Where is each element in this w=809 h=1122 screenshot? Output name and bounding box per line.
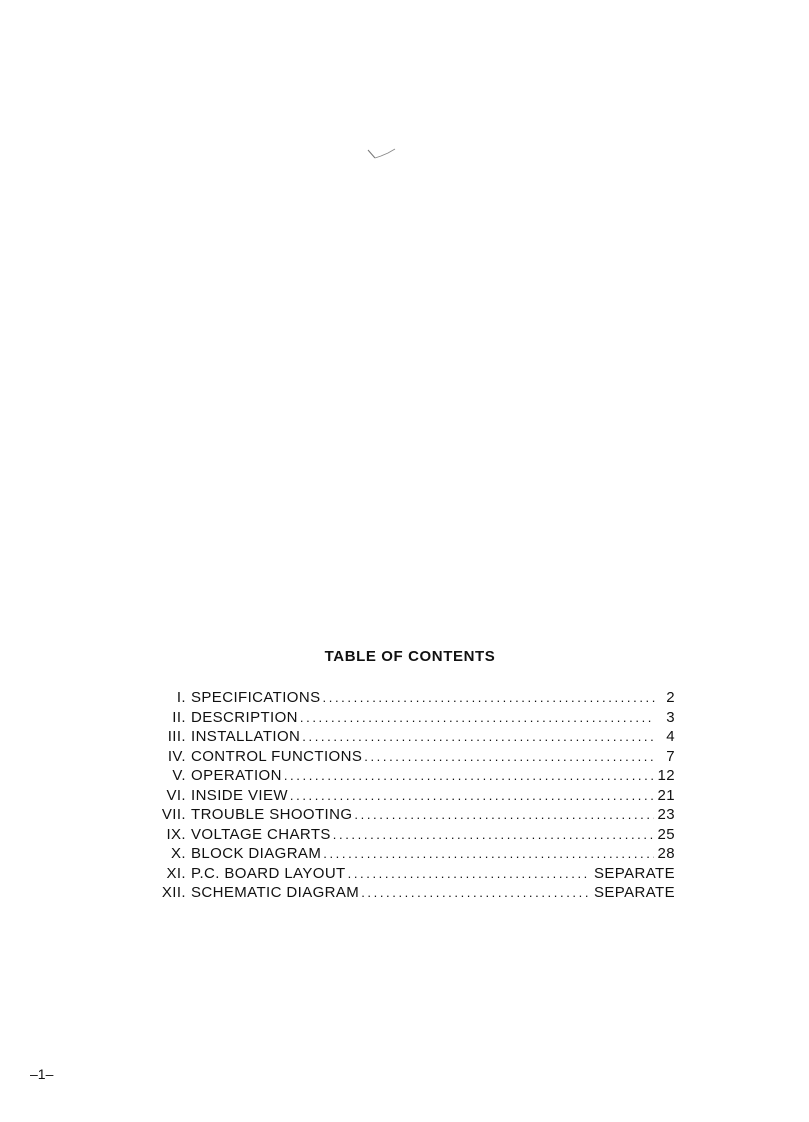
toc-entry-page: SEPARATE	[594, 884, 675, 901]
toc-row	[143, 787, 675, 807]
toc-list	[143, 689, 675, 904]
toc-entry-label: OPERATION	[191, 767, 282, 784]
toc-entry-page: 4	[666, 728, 675, 745]
toc-entry-number: VII.	[161, 806, 186, 823]
toc-entry-number: IV.	[167, 747, 186, 765]
toc-entry-page: SEPARATE	[594, 864, 675, 882]
toc-entry-label: TROUBLE SHOOTING	[191, 806, 353, 823]
page-number: –1–	[30, 1066, 54, 1082]
toc-row	[143, 689, 675, 709]
toc-row	[143, 709, 675, 729]
toc-entry-label: INSIDE VIEW	[191, 786, 288, 804]
toc-entry-label: SCHEMATIC DIAGRAM	[191, 884, 360, 901]
toc-entry-number: VI.	[166, 786, 186, 804]
toc-entry-label: INSTALLATION	[191, 728, 301, 745]
toc-entry-page: 25	[657, 825, 675, 843]
toc-leader-dots	[290, 788, 654, 803]
toc-entry-page: 2	[666, 689, 675, 706]
toc-entry-number: XII.	[161, 884, 186, 901]
toc-leader-dots	[361, 885, 590, 900]
toc-entry-number: II.	[172, 708, 186, 726]
toc-entry-label: CONTROL FUNCTIONS	[191, 747, 363, 765]
toc-entry-page: 7	[666, 747, 675, 765]
toc-row	[143, 806, 675, 826]
toc-entry-number: III.	[167, 728, 186, 745]
toc-row	[143, 865, 675, 885]
pencil-check-mark-icon	[366, 148, 398, 164]
toc-entry-label: BLOCK DIAGRAM	[191, 845, 322, 862]
toc-row	[143, 767, 675, 787]
toc-entry-page: 28	[657, 845, 675, 862]
toc-leader-dots	[300, 710, 655, 725]
toc-row	[143, 884, 675, 904]
toc-entry-number: I.	[176, 689, 186, 706]
toc-leader-dots	[333, 827, 654, 842]
toc-entry-page: 21	[657, 786, 675, 804]
toc-title: TABLE OF CONTENTS	[324, 648, 496, 665]
toc-entry-number: X.	[171, 845, 186, 862]
toc-entry-label: P.C. BOARD LAYOUT	[191, 864, 346, 882]
toc-entry-number: IX.	[166, 825, 186, 843]
toc-entry-label: VOLTAGE CHARTS	[191, 825, 331, 843]
toc-leader-dots	[323, 690, 655, 705]
toc-row	[143, 845, 675, 865]
toc-entry-page: 3	[666, 708, 675, 726]
toc-entry-page: 12	[657, 767, 675, 784]
toc-entry-label: DESCRIPTION	[191, 708, 298, 726]
toc-leader-dots	[323, 846, 653, 861]
toc-leader-dots	[348, 866, 590, 881]
toc-row	[143, 728, 675, 748]
toc-leader-dots	[284, 768, 654, 783]
toc-leader-dots	[364, 749, 655, 764]
toc-leader-dots	[302, 729, 655, 744]
toc-entry-label: SPECIFICATIONS	[191, 689, 321, 706]
toc-entry-number: V.	[172, 767, 186, 784]
toc-entry-number: XI.	[166, 864, 186, 882]
toc-row	[143, 748, 675, 768]
toc-leader-dots	[354, 807, 653, 822]
toc-row	[143, 826, 675, 846]
toc-entry-page: 23	[657, 806, 675, 823]
